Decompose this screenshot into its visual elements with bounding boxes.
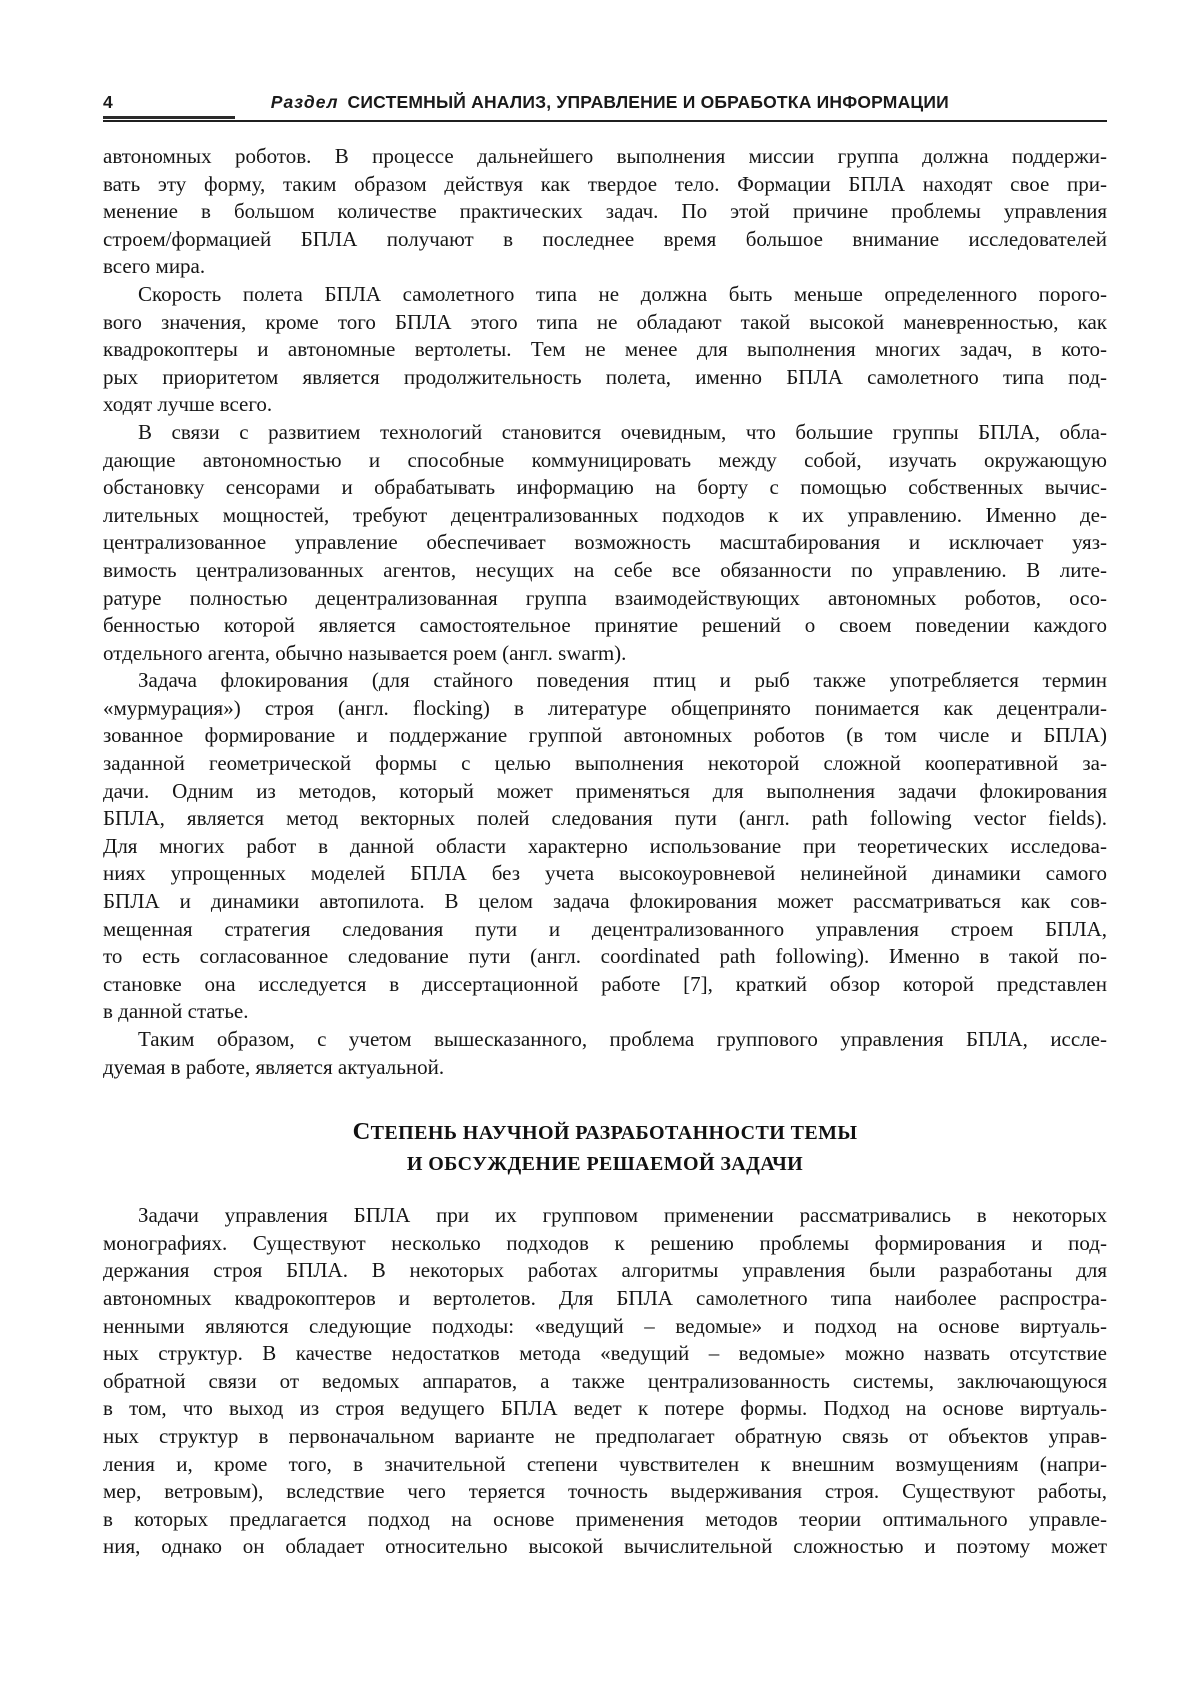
text-line: ных структур. В качестве недостатков метода «ведущий – ведомые» можно назвать отсутствие xyxy=(103,1341,1107,1366)
paragraph xyxy=(103,1202,1107,1561)
heading-line: СТЕПЕНЬ НАУЧНОЙ РАЗРАБОТАННОСТИ ТЕМЫ xyxy=(352,1118,858,1146)
text-line: централизованное управление обеспечивает возможность масштабирования и исключает уяз- xyxy=(103,530,1107,555)
text-line: «мурмурация») строя (англ. flocking) в литературе общепринято понимается как децентрали- xyxy=(103,695,1107,720)
text-line: В связи с развитием технологий становится очевидным, что большие группы БПЛА, обла- xyxy=(138,419,1107,444)
text-line: ратуре полностью децентрализованная группа взаимодействующих автономных роботов, осо- xyxy=(103,585,1107,610)
text-line: автономных квадрокоптеров и вертолетов. Для БПЛА самолетного типа наиболее распростра- xyxy=(103,1285,1107,1310)
text-line: дающие автономностью и способные коммуницировать между собой, изучать окружающую xyxy=(103,447,1107,472)
text-line: вого значения, кроме того БПЛА этого типа не обладают такой высокой маневренностью, как xyxy=(103,309,1107,334)
text-line: становке она исследуется в диссертационной работе [7], краткий обзор которой представлен xyxy=(103,971,1107,996)
text-line: лительных мощностей, требуют децентрализованных подходов к их управлению. Именно де- xyxy=(103,502,1107,527)
text-line: дачи. Одним из методов, который может применяться для выполнения задачи флокирования xyxy=(103,778,1107,803)
text-line: вимость централизованных агентов, несущих на себе все обязанности по управлению. В лите- xyxy=(103,557,1107,582)
text-line: Скорость полета БПЛА самолетного типа не должна быть меньше определенного порого- xyxy=(138,281,1107,306)
text-line: квадрокоптеры и автономные вертолеты. Тем не менее для выполнения многих задач, в кото- xyxy=(103,337,1107,362)
header-rule-accent xyxy=(103,116,235,119)
text-line: ходят лучше всего. xyxy=(103,392,273,417)
section-heading xyxy=(103,1117,1107,1179)
section-title: СИСТЕМНЫЙ АНАЛИЗ, УПРАВЛЕНИЕ И ОБРАБОТКА ИНФОРМАЦИИ xyxy=(347,92,949,112)
text-line: зованное формирование и поддержание группой автономных роботов (в том числе и БПЛА) xyxy=(103,723,1107,748)
text-line: в данной статье. xyxy=(103,999,249,1024)
text-line: Задачи управления БПЛА при их групповом применении рассматривались в некоторых xyxy=(138,1203,1107,1228)
text-line: менение в большом количестве практических задач. По этой причине проблемы управления xyxy=(103,199,1107,224)
text-line: ных структур в первоначальном варианте не предполагает обратную связь от объектов управ- xyxy=(103,1423,1107,1448)
text-line: в которых предлагается подход на основе применения методов теории оптимального управле- xyxy=(103,1506,1107,1531)
running-title xyxy=(113,92,1107,113)
text-line: мер, ветровым), вследствие чего теряется точность выдерживания строя. Существуют работы, xyxy=(103,1479,1107,1504)
text-line: то есть согласованное следование пути (англ. coordinated path following). Именно в такой по- xyxy=(103,944,1107,969)
document-content xyxy=(103,143,1107,1561)
text-line: дуемая в работе, является актуальной. xyxy=(103,1054,445,1079)
text-line: монографиях. Существуют несколько подходов к решению проблемы формирования и под- xyxy=(103,1230,1107,1255)
heading-line: И ОБСУЖДЕНИЕ РЕШАЕМОЙ ЗАДАЧИ xyxy=(406,1152,804,1175)
page-number: 4 xyxy=(103,92,113,112)
text-line: держания строя БПЛА. В некоторых работах алгоритмы управления были разработаны для xyxy=(103,1258,1107,1283)
text-line: ненными являются следующие подходы: «ведущий – ведомые» и подход на основе виртуаль- xyxy=(103,1313,1107,1338)
paragraph xyxy=(103,143,1107,281)
text-line: вать эту форму, таким образом действуя как твердое тело. Формации БПЛА находят свое при- xyxy=(103,171,1107,196)
text-line: БПЛА, является метод векторных полей следования пути (англ. path following vector fields). xyxy=(103,806,1107,831)
text-line: Для многих работ в данной области характерно использование при теоретических исследова- xyxy=(103,833,1107,858)
text-line: Задача флокирования (для стайного поведения птиц и рыб также употребляется термин xyxy=(138,668,1107,693)
text-line: обстановку сенсорами и обрабатывать информацию на борту с помощью собственных вычис- xyxy=(103,475,1107,500)
text-line: Таким образом, с учетом вышесказанного, проблема группового управления БПЛА, иссле- xyxy=(138,1027,1107,1051)
paragraph xyxy=(103,1026,1107,1081)
paragraph xyxy=(103,667,1107,1026)
section-label: Раздел xyxy=(270,92,339,112)
text-line: строем/формацией БПЛА получают в последнее время большое внимание исследователей xyxy=(103,226,1107,251)
text-line: обратной связи от ведомых аппаратов, а также централизованность системы, заключающуюся xyxy=(103,1368,1107,1393)
text-line: БПЛА и динамики автопилота. В целом задача флокирования может рассматриваться как сов- xyxy=(103,889,1107,914)
text-line: автономных роботов. В процессе дальнейшего выполнения миссии группа должна поддержи- xyxy=(103,144,1107,168)
text-line: мещенная стратегия следования пути и децентрализованного управления строем БПЛА, xyxy=(103,916,1107,941)
text-line: заданной геометрической формы с целью выполнения некоторой сложной кооперативной за- xyxy=(103,751,1107,776)
text-line: ния, однако он обладает относительно высокой вычислительной сложностью и поэтому может xyxy=(103,1534,1107,1559)
text-line: ниях упрощенных моделей БПЛА без учета высокоуровневой нелинейной динамики самого xyxy=(103,861,1107,886)
paragraph xyxy=(103,419,1107,667)
text-line: ления и, кроме того, в значительной степени чувствителен к внешним возмущениям (напри- xyxy=(103,1451,1107,1476)
paragraph xyxy=(103,281,1107,419)
text-line: всего мира. xyxy=(103,254,206,279)
text-line: отдельного агента, обычно называется роем (англ. swarm). xyxy=(103,640,627,665)
text-line: в том, что выход из строя ведущего БПЛА ведет к потере формы. Подход на основе виртуаль- xyxy=(103,1396,1107,1421)
text-line: бенностью которой является самостоятельное принятие решений о своем поведении каждого xyxy=(103,613,1107,638)
text-line: рых приоритетом является продолжительность полета, именно БПЛА самолетного типа под- xyxy=(103,364,1107,389)
page-header xyxy=(103,92,1107,122)
